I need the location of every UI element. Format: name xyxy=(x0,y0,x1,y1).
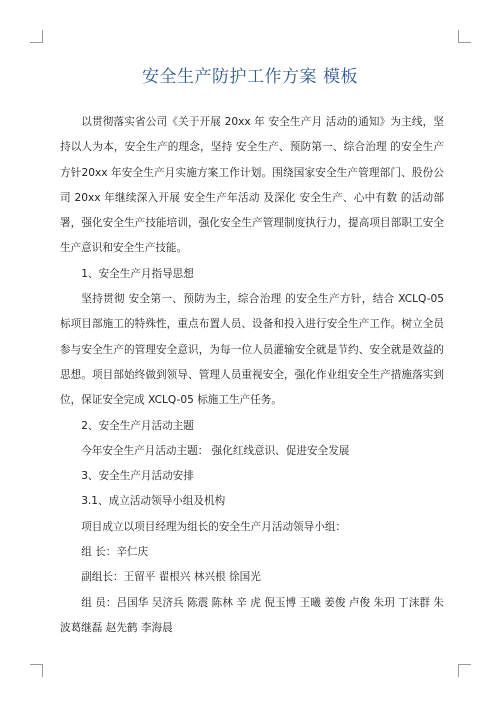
subsection-heading-leadership-group: 3.1、成立活动领导小组及机构 xyxy=(81,495,226,508)
page-corner-mark-top-left xyxy=(30,30,43,43)
section-heading-activity-arrangement: 3、安全生产月活动安排 xyxy=(81,470,194,483)
section-heading-activity-theme: 2、安全生产月活动主题 xyxy=(81,419,194,432)
deputy-leaders-line: 副组长：王留平 翟根兴 林兴根 徐国光 xyxy=(81,571,261,584)
page-title: 安全生产防护工作方案 模板 xyxy=(142,67,358,87)
group-members-line: 组 员：吕国华 吴济兵 陈震 陈林 辛 虎 倪玉博 王曦 姜俊 卢俊 朱玥 丁沫群 朱波葛继磊 赵先鹤 李海晨 xyxy=(60,596,444,634)
section-heading-guiding-ideology: 1、安全生产月指导思想 xyxy=(81,267,194,280)
page-corner-mark-top-right xyxy=(458,30,471,43)
page-corner-mark-bottom-left xyxy=(30,664,43,677)
intro-paragraph: 以贯彻落实省公司《关于开展 20xx 年 安全生产月 活动的通知》为主线，坚持以人为本，安全生产的理念，坚持 安全生产、预防第一、综合治理 的安全生产方针20xx 年安全生产月实施方案工作计划。围绕国家安全生产管理部门、股份公司 20xx 年继续深入开展 安全生产年活动 及深化 安全生产、心中有数 的活动部署，强化安全生产技能培训，强化安全生产管理制度执行力，提高项目部职工安全生产意识和安全生产技能。 xyxy=(60,116,444,255)
activity-theme-text: 今年安全生产月活动主题： 强化红线意识、促进安全发展 xyxy=(81,444,350,457)
page-corner-mark-bottom-right xyxy=(458,664,471,677)
group-leader-line: 组 长：辛仁庆 xyxy=(81,546,149,559)
document-body xyxy=(60,110,444,641)
guiding-ideology-paragraph: 坚持贯彻 安全第一、预防为主，综合治理 的安全生产方针，结合 XCLQ-05 标项目部施工的特殊性，重点布置人员、设备和投入进行安全生产工作。树立全员参与安全生产的管理安全意识，为每一位人员灌输安全就是节约、安全就是效益的思想。项目部始终做到领导、管理人员重视安全，强化作业组安全生产措施落实到位，保证安全完成 XCLQ-05 标施工生产任务。 xyxy=(60,293,444,407)
leadership-group-intro: 项目成立以项目经理为组长的安全生产月活动领导小组： xyxy=(81,520,347,533)
